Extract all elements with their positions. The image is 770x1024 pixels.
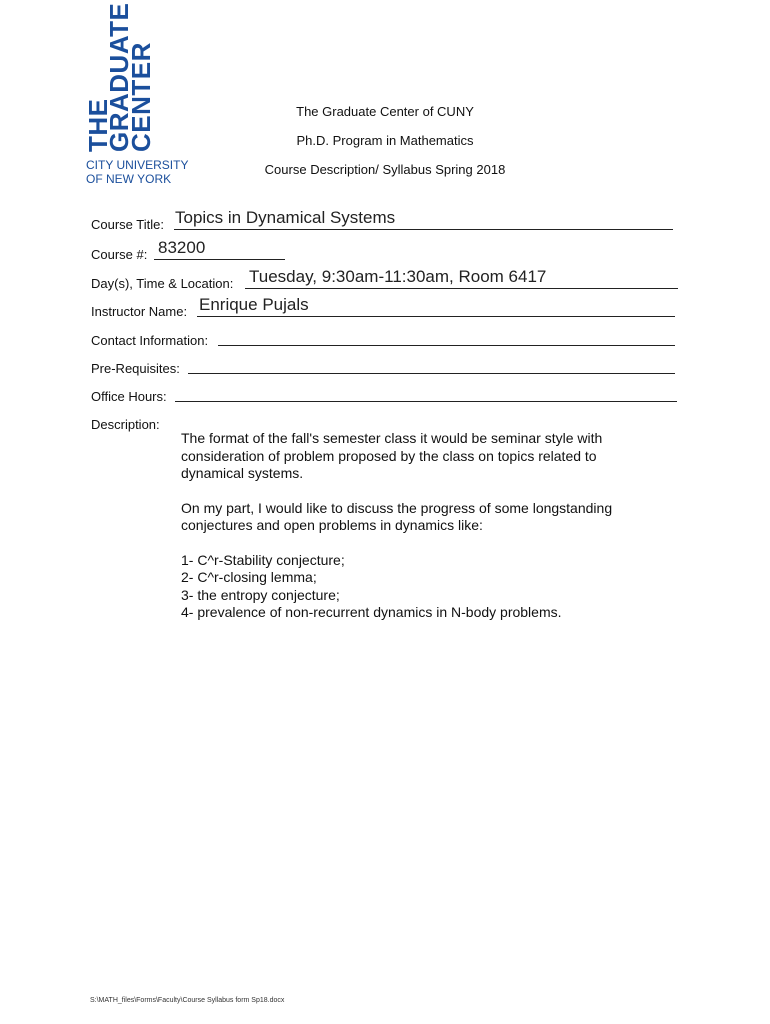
instructor-line [197,316,675,317]
description-row [91,412,211,432]
list-item: 3- the entropy conjecture; [181,586,340,603]
prerequisites-line [188,373,675,374]
logo-sub-line1: CITY UNIVERSITY [86,158,189,172]
header-institution: The Graduate Center of CUNY [296,104,474,119]
course-title-row [91,208,675,232]
list-item: 4- prevalence of non-recurrent dynamics in N-body problems. [181,604,562,620]
header-syllabus-title: Course Description/ Syllabus Spring 2018 [264,162,506,177]
list-item: 1- C^r-Stability conjecture; [181,551,345,568]
description-paragraph-1: The format of the fall's semester class it would be seminar style with consideration of problem proposed by the class on topics related to dynamical systems. [181,430,603,481]
course-number-row [91,238,291,262]
header-program: Ph.D. Program in Mathematics [296,133,474,148]
logo-sub-line2: OF NEW YORK [86,172,172,186]
course-title-line [174,229,673,230]
instructor-label: Instructor Name: [91,304,188,319]
graduate-center-logo [83,2,156,152]
course-title-label: Course Title: [91,217,164,232]
office-hours-row [91,384,679,404]
course-number-value: 83200 [158,238,206,257]
day-time-location-label: Day(s), Time & Location: [91,276,234,291]
description-label: Description: [91,417,160,432]
logo-line-graduate: GRADUATE [104,2,135,152]
prerequisites-row [91,356,677,376]
course-title-value: Topics in Dynamical Systems [175,208,396,227]
day-time-location-value: Tuesday, 9:30am-11:30am, Room 6417 [249,267,547,286]
office-hours-line [175,401,677,402]
list-item: 2- C^r-closing lemma; [181,569,317,585]
logo-line-center: CENTER [125,42,156,152]
footer-file-path: S:\MATH_files\Forms\Faculty\Course Syllabus form Sp18.docx [90,997,285,1004]
logo-line-the: THE [83,98,113,152]
contact-label: Contact Information: [91,333,209,348]
logo-subtitle [86,158,188,186]
topic-list [181,552,661,622]
course-number-label: Course #: [91,247,148,262]
day-time-location-line [245,288,678,289]
day-time-location-row [91,267,681,291]
description-body [181,430,661,622]
instructor-value: Enrique Pujals [199,295,309,314]
instructor-row [91,295,677,319]
description-paragraph-2: On my part, I would like to discuss the progress of some longstanding conjectures and open problems in dynamics like: [181,499,613,533]
contact-line [218,345,675,346]
contact-row [91,328,677,348]
prerequisites-label: Pre-Requisites: [91,361,180,376]
office-hours-label: Office Hours: [91,389,167,404]
course-number-line [154,259,285,260]
